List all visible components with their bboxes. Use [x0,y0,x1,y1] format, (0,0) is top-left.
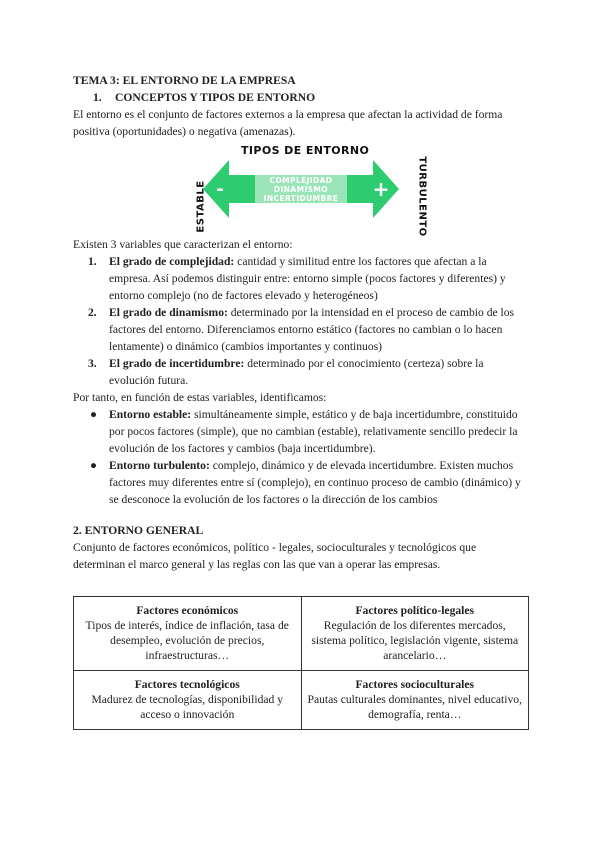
list-item [73,304,529,355]
section1-heading-text: CONCEPTOS Y TIPOS DE ENTORNO [115,91,316,104]
list-item [73,406,529,457]
type-text: simultáneamente simple, estático y de baja incertidumbre, constituido por pocos factores (simple), que no cambian (estable), relativamente sencillo predecir la evolución de los factores y cambios (baja incertidumbre). [109,408,518,455]
section1-intro: El entorno es el conjunto de factores externos a la empresa que afectan la actividad de forma positiva (oportunidades) o negativa (amenazas). [73,108,503,138]
table-cell [301,597,529,671]
factors-table [73,596,529,730]
variable-text: cantidad y similitud entre los factores que afectan a la empresa. Así podemos distinguir entre: entorno simple (pocos factores y diferentes) y entorno complejo (no de factores elevado y heterogéneos) [109,255,506,302]
cell-text: Madurez de tecnologías, disponibilidad y acceso o innovación [91,693,284,721]
type-term: Entorno turbulento: [109,459,210,472]
entorno-types-list [73,406,529,508]
list-number: 3. [88,357,97,370]
list-item [73,457,529,508]
diagram-title: TIPOS DE ENTORNO [241,144,370,157]
cell-title: Factores socioculturales [355,678,475,691]
variable-term: El grado de incertidumbre: [109,357,245,370]
minus-sign: - [216,179,224,200]
variable-term: El grado de complejidad: [109,255,235,268]
entorno-diagram [73,142,529,237]
cell-title: Factores económicos [136,604,239,617]
section2-intro: Conjunto de factores económicos, político - legales, socioculturales y tecnológicos que determinan el marco general y las reglas con las que van a operar las empresas. [73,541,477,571]
diagram-left-label: ESTABLE [195,180,207,233]
document-body [73,72,529,573]
bar-label-dinamismo: DINAMISMO [273,185,329,194]
section1-number: 1. [93,91,102,104]
type-text: complejo, dinámico y de elevada incertidumbre. Existen muchos factores muy diferentes entre sí (complejo), en continuo proceso de cambio (dinámico) y se desconoce la evolución de los factores o la dirección de los cambios [109,459,521,506]
bar-label-incertidumbre: INCERTIDUMBRE [263,194,339,203]
table-cell [301,671,529,730]
section1-heading [93,89,529,106]
list-number: 1. [88,255,97,268]
table-cell [74,671,302,730]
table-row [74,597,529,671]
types-intro: Por tanto, en función de estas variables, identificamos: [73,391,327,404]
cell-title: Factores político-legales [355,604,475,617]
type-term: Entorno estable: [109,408,192,421]
bullet-icon: ● [90,408,98,421]
variables-intro: Existen 3 variables que caracterizan el entorno: [73,238,293,251]
table-row [74,671,529,730]
list-number: 2. [88,306,97,319]
diagram-right-label: TURBULENTO [416,156,428,237]
plus-sign: + [372,177,390,201]
cell-text: Pautas culturales dominantes, nivel educativo, demografía, renta… [307,693,522,721]
document-title: TEMA 3: EL ENTORNO DE LA EMPRESA [73,74,296,87]
variable-text: determinado por el conocimiento (certeza) sobre la evolución futura. [109,357,484,387]
bullet-icon: ● [90,459,98,472]
cell-text: Regulación de los diferentes mercados, sistema político, legislación vigente, sistema arancelario… [311,619,519,662]
variable-term: El grado de dinamismo: [109,306,228,319]
section2-heading: 2. ENTORNO GENERAL [73,524,204,537]
table-cell [74,597,302,671]
list-item [73,253,529,304]
variables-list [73,253,529,389]
cell-text: Tipos de interés, índice de inflación, tasa de desempleo, evolución de precios, infraestructuras… [85,619,289,662]
cell-title: Factores tecnológicos [134,678,240,691]
list-item [73,355,529,389]
variable-text: determinado por la intensidad en el proceso de cambio de los factores del entorno. Diferenciamos entorno estático (factores no cambian o lo hacen lentamente) o dinámico (cambios importantes y continuos) [109,306,515,353]
double-arrow-graphic [203,156,399,222]
bar-label-complejidad: COMPLEJIDAD [269,176,333,185]
